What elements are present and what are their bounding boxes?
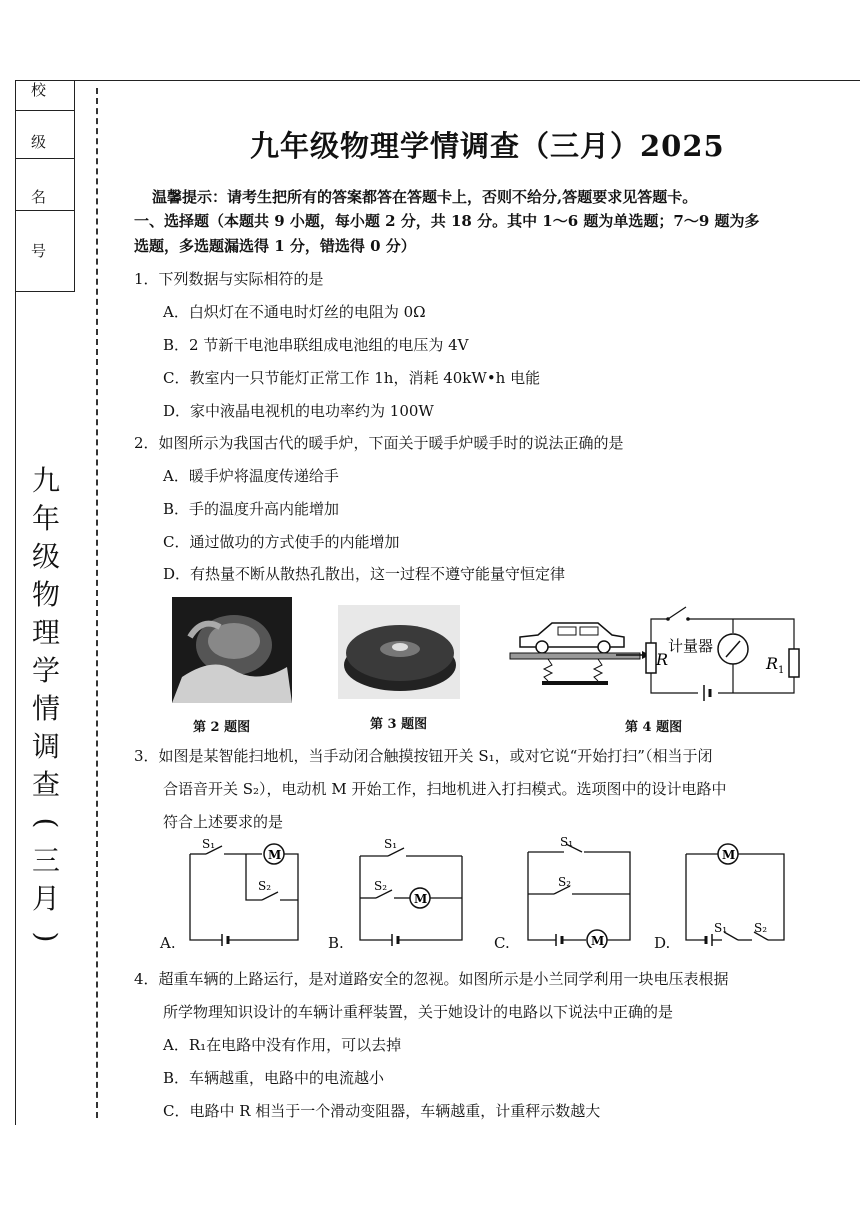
q3-line2: 合语音开关 S₂），电动机 M 开始工作，扫地机进入打扫模式。选项图中的设计电路中	[163, 780, 727, 798]
vertical-title	[26, 462, 66, 956]
vtitle-char: 九	[31, 464, 60, 497]
q2-option-d: D．有热量不断从散热孔散出，这一过程不遵守能量守恒定律	[163, 565, 566, 583]
sidebar-field-name: 名	[15, 158, 75, 210]
figure-4-caption: 第 4 题图	[625, 720, 683, 735]
q3-option-c-label: C.	[494, 934, 510, 952]
sidebar-field-school: 校	[15, 80, 75, 110]
resistor-r1-label: R	[766, 654, 779, 673]
vtitle-char: 三	[31, 844, 60, 877]
q2-stem: 2．如图所示为我国古代的暖手炉，下面关于暖手炉暖手时的说法正确的是	[134, 434, 624, 452]
hand-warmer-photo	[172, 597, 292, 703]
circuit-option-d	[680, 836, 792, 948]
circuit-option-a	[180, 836, 310, 948]
switch-s2-label: S₂	[754, 921, 768, 935]
q3-option-a-label: A.	[160, 934, 176, 952]
q3-line1: 3．如图是某智能扫地机，当手动闭合触摸按钮开关 S₁，或对它说“开始打扫”（相当于闭	[134, 747, 713, 765]
vtitle-char: 物	[31, 578, 60, 611]
circuit-option-c	[520, 836, 640, 948]
q3-line3: 符合上述要求的是	[163, 813, 284, 831]
figure-3-caption: 第 3 题图	[370, 717, 428, 732]
q4-line1: 4．超重车辆的上路运行，是对道路安全的忽视。如图所示是小兰同学利用一块电压表根据	[134, 970, 729, 988]
vtitle-char: )	[30, 931, 63, 943]
vtitle-char: (	[30, 817, 63, 829]
q4-option-a: A．R₁在电路中没有作用，可以去掉	[163, 1036, 402, 1054]
q3-option-d-label: D.	[654, 934, 671, 952]
vtitle-char: 级	[31, 540, 60, 573]
sidebar-field-number: 号	[15, 210, 75, 292]
section-header-line1: 一、选择题（本题共 9 小题，每小题 2 分，共 18 分。其中 1～6 题为单选题；7～9 题为多	[134, 212, 760, 230]
page-title: 九年级物理学情调查（三月）2025	[250, 129, 725, 163]
resistor-r1-subscript: 1	[778, 665, 785, 676]
q4-option-b: B．车辆越重，电路中的电流越小	[163, 1069, 385, 1087]
vtitle-char: 查	[31, 768, 60, 801]
q1-option-d: D．家中液晶电视机的电功率约为 100W	[163, 402, 434, 420]
motor-label: M	[268, 848, 282, 862]
motor-label: M	[722, 848, 736, 862]
q1-option-c: C．教室内一只节能灯正常工作 1h，消耗 40kW•h 电能	[163, 369, 541, 387]
sidebar-field-class: 级	[15, 110, 75, 158]
vtitle-char: 月	[31, 882, 60, 915]
meter-label: 计量器	[668, 637, 714, 655]
motor-label: M	[414, 892, 428, 906]
switch-s1-label: S₁	[560, 836, 574, 849]
vtitle-char: 情	[31, 692, 60, 725]
q1-option-b: B．2 节新干电池串联组成电池组的电压为 4V	[163, 336, 469, 354]
q2-option-a: A．暖手炉将温度传递给手	[163, 467, 339, 485]
resistor-r-label: R	[656, 650, 669, 669]
weighing-circuit-diagram	[508, 597, 808, 707]
top-border-line	[15, 80, 860, 81]
q2-option-b: B．手的温度升高内能增加	[163, 500, 340, 518]
q4-line2: 所学物理知识设计的车辆计重秤装置，关于她设计的电路以下说法中正确的是	[163, 1003, 674, 1021]
q3-option-b-label: B.	[328, 934, 344, 952]
vtitle-char: 调	[31, 730, 60, 763]
switch-s2-label: S₂	[558, 875, 572, 889]
car-icon	[520, 623, 624, 653]
switch-s1-label: S₁	[384, 837, 398, 851]
circuit-option-b	[352, 836, 472, 948]
robot-vacuum-photo	[338, 605, 460, 699]
switch-s2-label: S₂	[258, 879, 272, 893]
switch-s1-label: S₁	[202, 837, 216, 851]
figure-2-caption: 第 2 题图	[193, 720, 251, 735]
q1-option-a: A．白炽灯在不通电时灯丝的电阻为 0Ω	[163, 303, 426, 321]
switch-s1-label: S₁	[714, 921, 728, 935]
binding-dashed-line	[96, 88, 98, 1118]
switch-s2-label: S₂	[374, 879, 388, 893]
notice-text: 温馨提示：请考生把所有的答案都答在答题卡上，否则不给分,答题要求见答题卡。	[152, 188, 698, 206]
vtitle-char: 年	[31, 502, 60, 535]
vtitle-char: 学	[31, 654, 60, 687]
section-header-line2: 选题，多选题漏选得 1 分，错选得 0 分）	[134, 237, 416, 255]
q2-option-c: C．通过做功的方式使手的内能增加	[163, 533, 400, 551]
q1-stem: 1．下列数据与实际相符的是	[134, 270, 324, 288]
vtitle-char: 理	[31, 616, 60, 649]
q4-option-c: C．电路中 R 相当于一个滑动变阻器，车辆越重，计重秤示数越大	[163, 1102, 601, 1120]
motor-label: M	[591, 934, 605, 948]
